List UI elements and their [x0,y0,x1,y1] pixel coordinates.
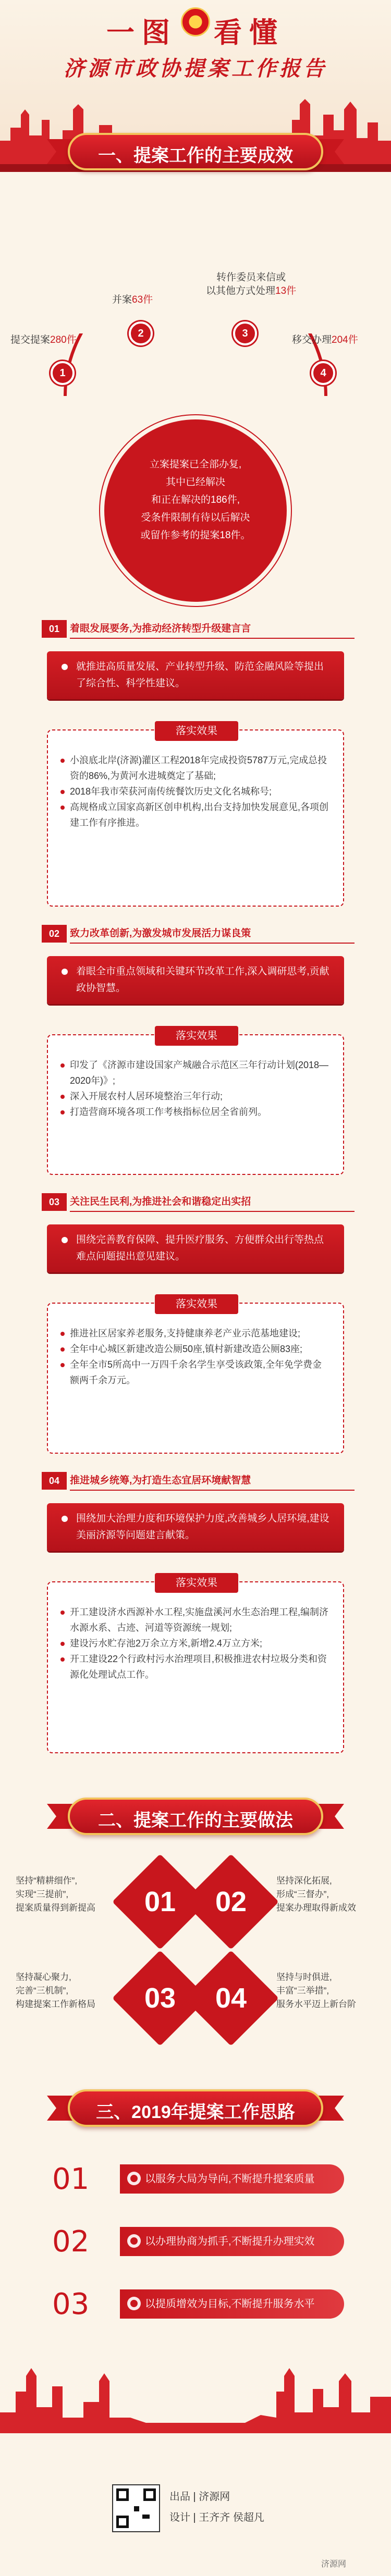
idea-02-text: 以办理协商为抓手,不断提升办理实效 [120,2227,344,2256]
credit-producer: 出品 | 济源网 [169,2491,230,2503]
idea-01-text: 以服务大局为导向,不断提升提案质量 [120,2164,344,2194]
effect-item: 推进社区居家养老服务,支持健康养老产业示范基地建设; [60,1326,331,1341]
node-3: 3 [233,321,257,345]
credits [169,2486,264,2528]
item-03-summary: 围绕完善教育保障、提升医疗服务、方便群众出行等热点难点问题提出意见建议。 [47,1224,344,1272]
idea-01: 01 以服务大局为导向,不断提升提案质量 [47,2157,344,2202]
effect-item: 印发了《济源市建设国家产城融合示范区三年行动计划(2018—2020年)》; [60,1057,331,1088]
circle-line: 或留作参考的提案18件。 [140,530,251,541]
effect-item: 开工建设济水西源补水工程,实施盘溪河水生态治理工程,编制济水源水系、古迹、河道等资源统一规划; [60,1604,331,1636]
qr-code-icon [112,2484,160,2532]
effect-item: 小浪底北岸(济源)灌区工程2018年完成投资5787万元,完成总投资的86%,为黄河水进城奠定了基础; [60,752,331,784]
item-04-header: 04 推进城乡统筹,为打造生态宜居环境献智慧 [42,1472,355,1490]
node-1-label: 提交提案280件 [10,335,77,345]
section1-banner: 一、提案工作的主要成效 [47,122,344,180]
item-02-header: 02 致力改革创新,为激发城市发展活力谋良策 [42,925,355,943]
circle-line: 立案提案已全部办复, [149,459,242,470]
section2-banner: 二、提案工作的主要做法 [47,1787,344,1844]
node-2: 2 [129,321,153,345]
item-02-effects: 落实效果 印发了《济源市建设国家产城融合示范区三年行动计划(2018—2020年)》; 深入开展农村人居环境整治三年行动; 打造营商环境各项工作考核指标位居全省前列。 [47,1034,344,1175]
circle-line: 和正在解决的186件, [151,494,240,505]
watermark: 济源网 [321,2560,347,2569]
effect-item: 打造营商环境各项工作考核指标位居全省前列。 [60,1104,331,1120]
method-02-text: 坚持深化拓展, 形成“三督办”, 提案办理取得新成效 [276,1876,356,1913]
section3-banner: 三、2019年提案工作思路 [47,2079,344,2136]
item-04-effects: 落实效果 开工建设济水西源补水工程,实施盘溪河水生态治理工程,编制济水源水系、古迹、河道等资源统一规划; 建设污水贮存池2万余立方米,新增2.4万立方米; 开工建设22个行政村污水治理项目,积极推进农村垃圾分类和资源化处理试点工作。 [47,1581,344,1753]
summary-circle [104,419,287,602]
method-02: 02 坚持深化拓展, 形成“三督办”, 提案办理取得新成效 [203,1863,381,1941]
node-4: 4 [311,361,335,385]
method-01: 坚持“精耕细作”, 实现“三提前”, 提案质量得到新提高 01 [10,1863,188,1941]
circle-line: 其中已经解决 [165,477,225,488]
circle-line: 受条件限制有待以后解决 [141,512,250,523]
effect-item: 开工建设22个行政村污水治理项目,积极推进农村垃圾分类和资源化处理试点工作。 [60,1651,331,1682]
item-03-effects: 落实效果 推进社区居家养老服务,支持健康养老产业示范基地建设; 全年中心城区新建改造公厕50座,镇村新建改造公厕83座; 全年全市5所高中一万四千余名学生享受该政策,全年免学费金额两千余万元。 [47,1303,344,1454]
idea-03: 03 以提质增效为目标,不断提升服务水平 [47,2282,344,2327]
idea-03-text: 以提质增效为目标,不断提升服务水平 [120,2289,344,2319]
effect-item: 建设污水贮存池2万余立方米,新增2.4万立方米; [60,1636,331,1651]
effect-item: 2018年我市荣获河南传统餐饮历史文化名城称号; [60,784,331,799]
item-01-effects: 落实效果 小浪底北岸(济源)灌区工程2018年完成投资5787万元,完成总投资的86%,为黄河水进城奠定了基础; 2018年我市荣获河南传统餐饮历史文化名城称号; 高规格成立国家高新区创申机构,出台支持加快发展意见,各项创建工作有序推进。 [47,729,344,907]
node-4-label: 移交办理204件 [292,335,358,345]
method-04: 04 坚持与时俱进, 丰富“三举措”, 服务水平迈上新台阶 [203,1959,381,2037]
item-03-header: 03 关注民生民利,为推进社会和谐稳定出实招 [42,1193,355,1211]
item-01-summary: 就推进高质量发展、产业转型升级、防范金融风险等提出了综合性、科学性建议。 [47,651,344,699]
item-01-header: 01 着眼发展要务,为推动经济转型升级建言言 [42,620,355,638]
credit-designers: 设计 | 王齐齐 侯超凡 [169,2512,264,2523]
page-title: 一图 看懂 [106,16,285,49]
effect-item: 全年全市5所高中一万四千余名学生享受该政策,全年免学费金额两千余万元。 [60,1357,331,1388]
effect-item: 高规格成立国家高新区创申机构,出台支持加快发展意见,各项创建工作有序推进。 [60,799,331,831]
method-03-text: 坚持凝心聚力, 完善“三机制”, 构建提案工作新格局 [16,1972,95,2009]
item-04-summary: 围绕加大治理力度和环境保护力度,改善城乡人居环境,建设美丽济源等问题建言献策。 [47,1503,344,1551]
method-03: 坚持凝心聚力, 完善“三机制”, 构建提案工作新格局 03 [10,1959,188,2037]
node-1: 1 [51,361,75,385]
node-2-label: 并案63件 [112,294,153,305]
node-3-label: 转作委员来信或 以其他方式处理13件 [206,272,297,296]
page-subtitle: 济源市政协提案工作报告 [64,56,327,81]
method-04-text: 坚持与时俱进, 丰富“三举措”, 服务水平迈上新台阶 [276,1972,356,2009]
idea-02: 02 以办理协商为抓手,不断提升办理实效 [47,2220,344,2264]
method-01-text: 坚持“精耕细作”, 实现“三提前”, 提案质量得到新提高 [16,1876,95,1913]
effect-item: 全年中心城区新建改造公厕50座,镇村新建改造公厕83座; [60,1341,331,1357]
effect-item: 深入开展农村人居环境整治三年行动; [60,1088,331,1104]
item-02-summary: 着眼全市重点领域和关键环节改革工作,深入调研思考,贡献政协智慧。 [47,956,344,1004]
